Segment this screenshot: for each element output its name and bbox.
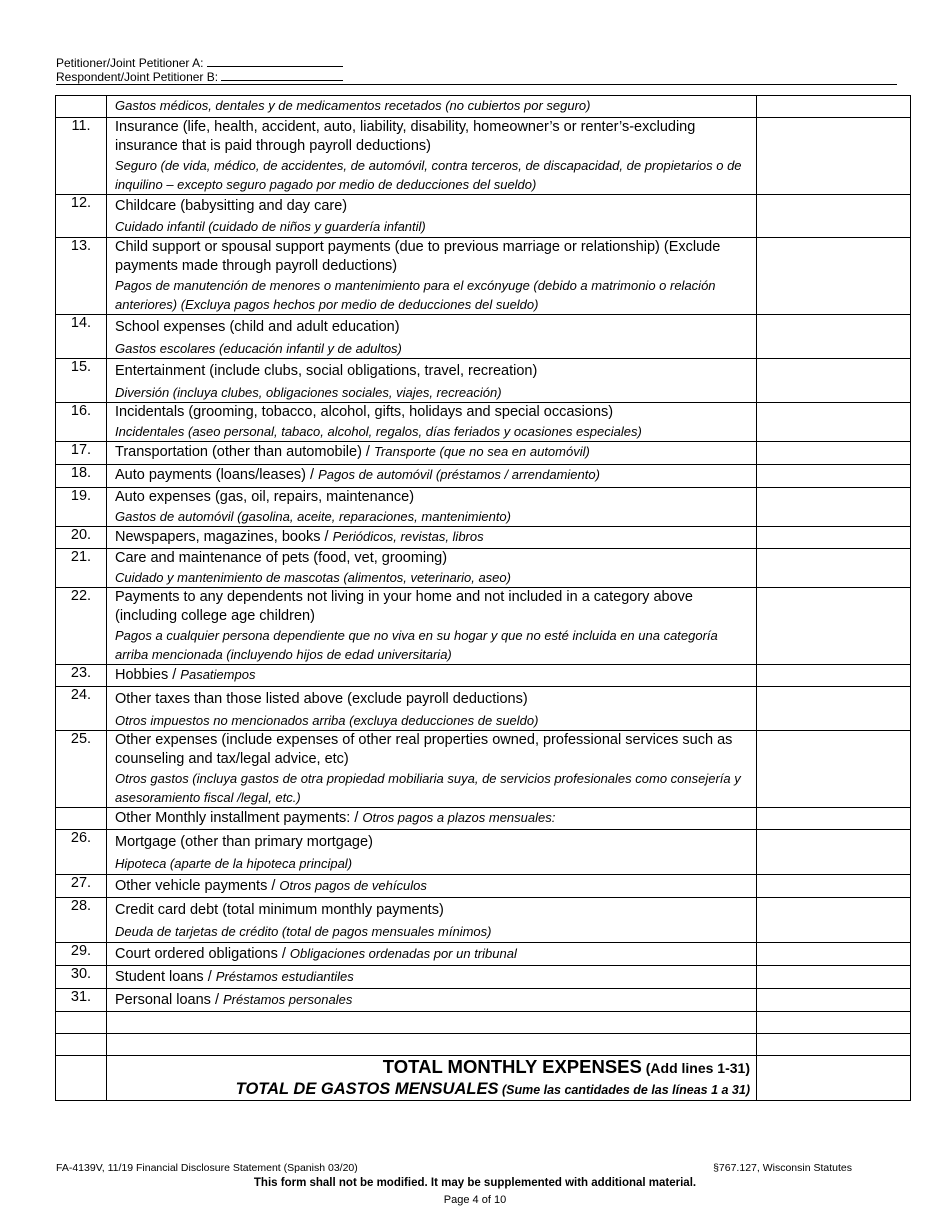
table-row [56,488,911,527]
total-row [56,1056,911,1101]
row-18-english: Auto payments (loans/leases) / [115,467,319,483]
row-31-english: Personal loans / [115,992,224,1008]
amount-cell-25[interactable] [757,731,911,808]
amount-cell-17[interactable] [757,442,911,465]
row-25-spanish: Otros gastos (incluya gastos de otra propiedad mobiliaria suya, de servicios profesionales como consejería y asesoramiento fiscal /legal, etc.) [115,771,741,805]
petitioner-name-field[interactable] [207,56,343,67]
amount-cell-27[interactable] [757,875,911,898]
amount-cell-20[interactable] [757,527,911,549]
row-14-english: School expenses (child and adult education) [115,319,400,335]
row-22-english: Payments to any dependents not living in your home and not included in a category above (including college age children) [115,589,693,624]
table-row [56,96,911,118]
table-row [56,549,911,588]
table-row [56,588,911,665]
row-27-english: Other vehicle payments / [115,878,280,894]
table-row [56,731,911,808]
row-19-english: Auto expenses (gas, oil, repairs, maintenance) [115,489,415,505]
row-22-spanish: Pagos a cualquier persona dependiente que no viva en su hogar y que no esté incluida en una categoría arriba mencionada (incluyendo hijos de edad universitaria) [115,628,718,662]
row-number: 23. [56,665,107,687]
table-row [56,465,911,488]
row-20-spanish: Periódicos, revistas, libros [332,529,484,544]
table-row [56,403,911,442]
amount-cell-26[interactable] [757,830,911,875]
row-number: 24. [56,687,107,731]
table-row [56,359,911,403]
amount-cell-15[interactable] [757,359,911,403]
table-row [56,238,911,315]
table-row [56,195,911,238]
expenses-table [55,95,911,1101]
row-number: 15. [56,359,107,403]
row-number: 17. [56,442,107,465]
row-number: 18. [56,465,107,488]
row-number: 27. [56,875,107,898]
amount-cell-18[interactable] [757,465,911,488]
row-23-spanish: Pasatiempos [180,667,256,682]
amount-cell-21[interactable] [757,549,911,588]
row-number: 22. [56,588,107,665]
amount-cell-22[interactable] [757,588,911,665]
amount-cell-13[interactable] [757,238,911,315]
row-28-english: Credit card debt (total minimum monthly payments) [115,902,444,918]
row-19-spanish: Gastos de automóvil (gasolina, aceite, reparaciones, mantenimiento) [115,509,511,524]
total-amount-cell[interactable] [757,1056,911,1101]
respondent-label: Respondent/Joint Petitioner B: [56,70,219,84]
table-row [56,527,911,549]
table-row [56,966,911,989]
table-row [56,442,911,465]
row-30-english: Student loans / [115,969,216,985]
row-16-english: Incidentals (grooming, tobacco, alcohol, gifts, holidays and special occasions) [115,404,614,420]
blank-row [56,1012,911,1034]
row-number: 29. [56,943,107,966]
installment-heading-english: Other Monthly installment payments: / [115,810,363,826]
modification-notice: This form shall not be modified. It may be supplemented with additional material. [253,1177,697,1189]
table-row [56,315,911,359]
row-24-spanish: Otros impuestos no mencionados arriba (excluya deducciones de sueldo) [115,713,539,728]
row-11-spanish: Seguro (de vida, médico, de accidentes, de automóvil, contra terceros, de discapacidad, de propietarios o de inquilino – excepto seguro pagado por medio de deducciones del sueldo) [115,158,742,192]
row-number: 19. [56,488,107,527]
row-number: 14. [56,315,107,359]
amount-cell-30[interactable] [757,966,911,989]
row-21-english: Care and maintenance of pets (food, vet, grooming) [115,550,448,566]
amount-cell-23[interactable] [757,665,911,687]
form-id: FA-4139V, 11/19 Financial Disclosure Statement (Spanish 03/20) [56,1162,358,1174]
row-12-english: Childcare (babysitting and day care) [115,198,348,214]
table-row [56,665,911,687]
row-number: 21. [56,549,107,588]
amount-cell-16[interactable] [757,403,911,442]
row-29-english: Court ordered obligations / [115,946,290,962]
row-26-spanish: Hipoteca (aparte de la hipoteca principal) [115,856,353,871]
table-row [56,830,911,875]
row-31-spanish: Préstamos personales [223,992,353,1007]
row-26-english: Mortgage (other than primary mortgage) [115,834,373,850]
row-number: 26. [56,830,107,875]
row-number: 16. [56,403,107,442]
amount-cell-14[interactable] [757,315,911,359]
row-23-english: Hobbies / [115,667,181,683]
table-row [56,118,911,195]
amount-cell-10[interactable] [757,96,911,118]
row-number: 20. [56,527,107,549]
table-row [56,989,911,1012]
row-number: 12. [56,195,107,238]
row-number: 28. [56,898,107,943]
row-14-spanish: Gastos escolares (educación infantil y de adultos) [115,341,402,356]
amount-cell-24[interactable] [757,687,911,731]
row-number: 13. [56,238,107,315]
amount-cell-28[interactable] [757,898,911,943]
row-16-spanish: Incidentales (aseo personal, tabaco, alcohol, regalos, días feriados y ocasiones especiales) [115,424,642,439]
row-number: 30. [56,966,107,989]
row-12-spanish: Cuidado infantil (cuidado de niños y guardería infantil) [115,219,426,234]
header-divider [56,84,897,85]
table-row [56,808,911,830]
amount-cell-29[interactable] [757,943,911,966]
row-number: 31. [56,989,107,1012]
amount-cell-19[interactable] [757,488,911,527]
total-spanish: TOTAL DE GASTOS MENSUALES (Sume las cantidades de las líneas 1 a 31) [235,1080,750,1098]
row-13-spanish: Pagos de manutención de menores o mantenimiento para el excónyuge (debido a matrimonio o relación anteriores) (Excluya pagos hechos por medio de deducciones del sueldo) [115,278,716,312]
amount-cell-31[interactable] [757,989,911,1012]
row-number: 11. [56,118,107,195]
row-25-english: Other expenses (include expenses of other real properties owned, professional services such as counseling and tax/legal advice, etc) [115,732,733,767]
installment-heading-spanish: Otros pagos a plazos mensuales: [362,810,556,825]
row-17-spanish: Transporte (que no sea en automóvil) [374,444,590,459]
row-11-english: Insurance (life, health, accident, auto, liability, disability, homeowner’s or renter’s-excluding insurance that is paid through payroll deductions) [115,119,696,154]
statute-reference: §767.127, Wisconsin Statutes [713,1162,852,1174]
row-15-spanish: Diversión (incluya clubes, obligaciones sociales, viajes, recreación) [115,385,502,400]
row-24-english: Other taxes than those listed above (exclude payroll deductions) [115,691,528,707]
row-number: 25. [56,731,107,808]
amount-cell-12[interactable] [757,195,911,238]
table-row [56,943,911,966]
table-row [56,875,911,898]
page-number: Page 4 of 10 [443,1194,507,1206]
petitioner-label: Petitioner/Joint Petitioner A: [56,56,204,70]
row-10-spanish: Gastos médicos, dentales y de medicamentos recetados (no cubiertos por seguro) [115,98,591,113]
amount-cell-11[interactable] [757,118,911,195]
total-english: TOTAL MONTHLY EXPENSES (Add lines 1-31) [382,1056,750,1077]
case-header [56,56,343,84]
table-row [56,898,911,943]
row-18-spanish: Pagos de automóvil (préstamos / arrendamiento) [318,467,600,482]
table-row [56,687,911,731]
row-13-english: Child support or spousal support payments (due to previous marriage or relationship) (Exclude payments made through payroll deductions) [115,239,721,274]
respondent-name-field[interactable] [221,70,343,81]
row-28-spanish: Deuda de tarjetas de crédito (total de pagos mensuales mínimos) [115,924,492,939]
row-30-spanish: Préstamos estudiantiles [215,969,354,984]
row-27-spanish: Otros pagos de vehículos [279,878,427,893]
row-21-spanish: Cuidado y mantenimiento de mascotas (alimentos, veterinario, aseo) [115,570,511,585]
row-29-spanish: Obligaciones ordenadas por un tribunal [289,946,517,961]
blank-row [56,1034,911,1056]
row-15-english: Entertainment (include clubs, social obligations, travel, recreation) [115,363,538,379]
row-20-english: Newspapers, magazines, books / [115,529,333,545]
row-17-english: Transportation (other than automobile) / [115,444,374,460]
